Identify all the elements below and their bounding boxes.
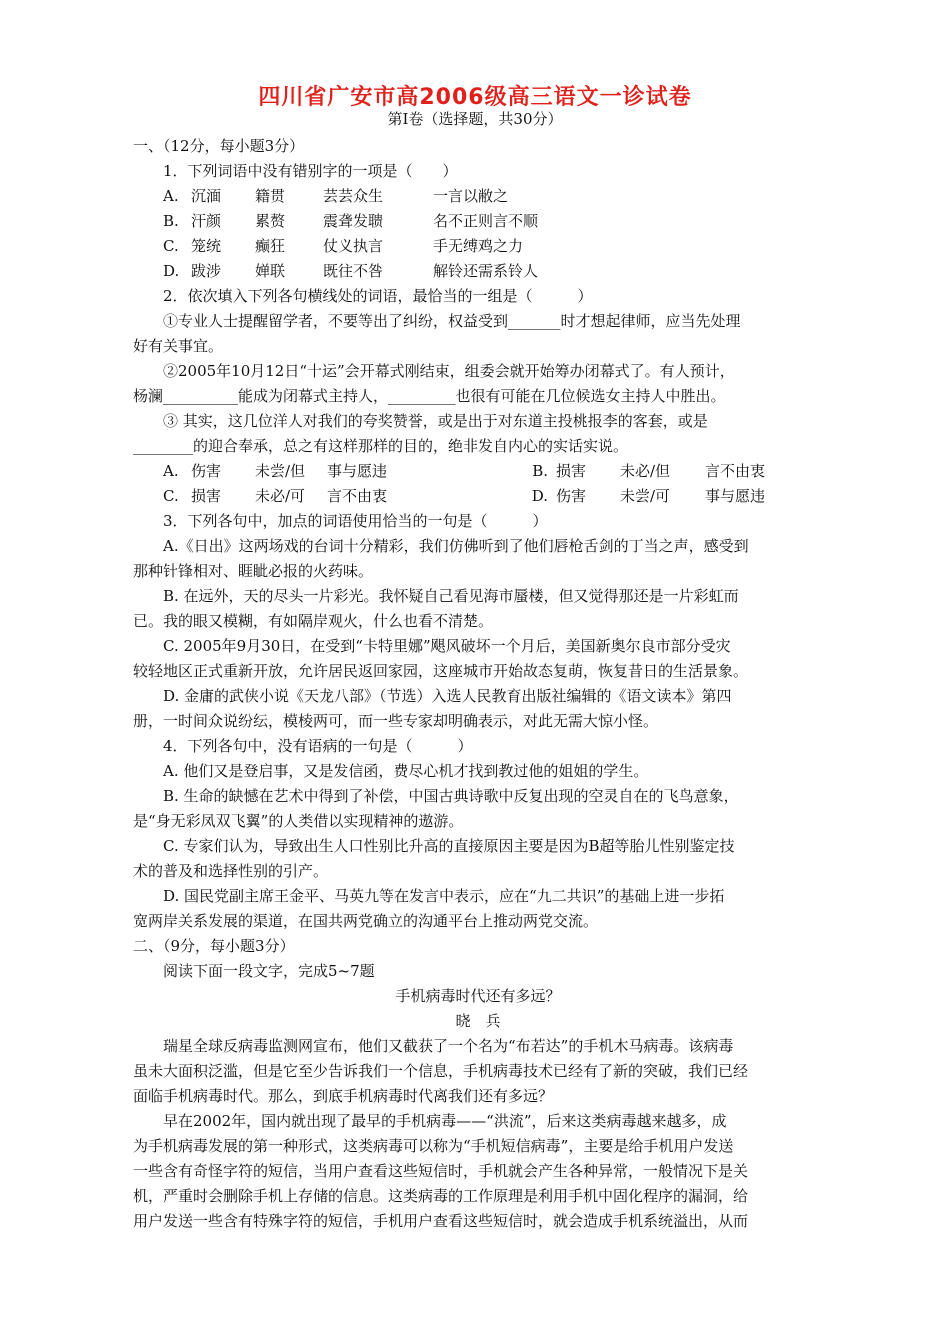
option-row: [133, 459, 823, 484]
question-stem: 3．下列各句中，加点的词语使用恰当的一句是（ ）: [163, 512, 548, 530]
sentence-line: D. 国民党副主席王金平、马英九等在发言中表示，应在“九二共识”的基础上进一步拓: [163, 887, 725, 905]
option-word: 既往不咎: [323, 262, 384, 280]
option-word: 言不由衷: [327, 487, 388, 505]
sentence-line: 宽两岸关系发展的渠道，在国共两党确立的沟通平台上推动两党交流。: [133, 912, 599, 930]
sentence-line: A. 他们又是登启事，又是发信函，费尽心机才找到教过他的姐姐的学生。: [163, 762, 649, 780]
exam-subtitle: 第Ⅰ卷（选择题，共30分）: [387, 110, 563, 128]
sentence-line: A.《日出》这两场戏的台词十分精彩，我们仿佛听到了他们唇枪舌剑的丁当之声，感受到: [163, 537, 749, 555]
option-word: 笼统: [191, 237, 222, 255]
paragraph-line: 一些含有奇怪字符的短信，当用户查看这些短信时，手机就会产生各种异常，一般情况下是关: [133, 1162, 749, 1180]
option-word: 仗义执言: [323, 237, 384, 255]
article-author: 晓 兵: [455, 1012, 501, 1030]
sentence-line: 是“身无彩凤双飞翼”的人类借以实现精神的遨游。: [133, 812, 464, 830]
paragraph-line: 用户发送一些含有特殊字符的短信，手机用户查看这些短信时，就会造成手机系统溢出，从而: [133, 1212, 749, 1230]
sentence-line: ①专业人士提醒留学者，不要等出了纠纷，权益受到_______时才想起律师，应当先处理: [163, 312, 741, 330]
sentence-line: 那种针锋相对、睚眦必报的火药味。: [133, 562, 374, 580]
option-word: 损害: [191, 487, 222, 505]
exam-content: [133, 134, 823, 1234]
option-word: 损害: [556, 462, 587, 480]
option-word: 伤害: [191, 462, 222, 480]
option-word: 芸芸众生: [323, 187, 384, 205]
option-letter: A.: [163, 187, 179, 205]
section-heading: 一、（12分，每小题3分）: [133, 137, 305, 155]
option-row: [133, 209, 823, 234]
sentence-line: B. 生命的缺憾在艺术中得到了补偿，中国古典诗歌中反复出现的空灵自在的飞鸟意象，: [163, 787, 739, 805]
option-word: 未尝/但: [255, 462, 306, 480]
paragraph-line: 早在2002年，国内就出现了最早的手机病毒——“洪流”，后来这类病毒越来越多，成: [163, 1112, 727, 1130]
option-letter: D.: [531, 487, 548, 505]
question-stem: 2．依次填入下列各句横线处的词语，最恰当的一组是（ ）: [163, 287, 593, 305]
option-word: 汗颜: [191, 212, 222, 230]
option-word: 一言以敝之: [433, 187, 509, 205]
paragraph-line: 为手机病毒发展的第一种形式，这类病毒可以称为“手机短信病毒”，主要是给手机用户发送: [133, 1137, 734, 1155]
option-word: 手无缚鸡之力: [433, 237, 524, 255]
sentence-line: B. 在远外，天的尽头一片彩光。我怀疑自己看见海市蜃楼，但又觉得那还是一片彩虹而: [163, 587, 739, 605]
option-letter: B.: [163, 212, 179, 230]
paragraph-line: 瑞星全球反病毒监测网宣布，他们又截获了一个名为“布若达”的手机木马病毒。该病毒: [163, 1037, 734, 1055]
article-title: 手机病毒时代还有多远？: [395, 987, 561, 1005]
sentence-line: 较轻地区正式重新开放，允许居民返回家园，这座城市开始故态复萌，恢复昔日的生活景象。: [133, 662, 749, 680]
option-word: 名不正则言不顺: [433, 212, 539, 230]
exam-title: 四川省广安市高2006级高三语文一诊试卷: [258, 85, 692, 110]
sentence-line: 册，一时间众说纷纭，模棱两可，而一些专家却明确表示，对此无需大惊小怪。: [133, 712, 659, 730]
option-word: 沉湎: [191, 187, 222, 205]
option-row: [133, 484, 823, 509]
paragraph-line: 机，严重时会删除手机上存储的信息。这类病毒的工作原理是利用手机中固化程序的漏洞，给: [133, 1187, 749, 1205]
option-word: 未尝/可: [620, 487, 671, 505]
option-row: [133, 234, 823, 259]
paragraph-line: 虽未大面积泛滥，但是它至少告诉我们一个信息，手机病毒技术已经有了新的突破，我们已经: [133, 1062, 749, 1080]
option-word: 伤害: [556, 487, 587, 505]
sentence-line: 术的普及和选择性别的引产。: [133, 862, 329, 880]
sentence-line: 已。我的眼又模糊，有如隔岸观火，什么也看不清楚。: [133, 612, 494, 630]
sentence-line: C. 2005年9月30日，在受到“卡特里娜”飓风破坏一个月后，美国新奥尔良市部分受灾: [163, 637, 731, 655]
option-letter: B.: [532, 462, 548, 480]
option-row: [133, 259, 823, 284]
option-letter: C.: [163, 487, 179, 505]
option-letter: D.: [163, 262, 180, 280]
sentence-line: ②2005年10月12日“十运”会开幕式刚结束，组委会就开始筹办闭幕式了。有人预计，: [163, 362, 735, 380]
option-letter: C.: [163, 237, 179, 255]
option-letter: A.: [163, 462, 179, 480]
sentence-line: ③ 其实，这几位洋人对我们的夸奖赞誉，或是出于对东道主投桃报李的客套，或是: [163, 412, 708, 430]
option-word: 未必/可: [255, 487, 306, 505]
sentence-line: ________的迎合奉承，总之有这样那样的目的，绝非发自内心的实话实说。: [133, 437, 629, 455]
option-word: 癫狂: [255, 237, 286, 255]
option-word: 籍贯: [255, 187, 286, 205]
option-row: [133, 184, 823, 209]
option-word: 累赘: [255, 212, 286, 230]
option-word: 震聋发聩: [323, 212, 384, 230]
option-word: 跋涉: [191, 262, 222, 280]
option-word: 未必/但: [620, 462, 671, 480]
paragraph-line: 面临手机病毒时代。那么，到底手机病毒时代离我们还有多远？: [133, 1087, 554, 1105]
sentence-line: C. 专家们认为，导致出生人口性别比升高的直接原因主要是因为B超等胎儿性别鉴定技: [163, 837, 735, 855]
section-heading: 二、（9分，每小题3分）: [133, 937, 295, 955]
question-stem: 1．下列词语中没有错别字的一项是（ ）: [163, 162, 458, 180]
sentence-line: D. 金庸的武侠小说《天龙八部》（节选）入选人民教育出版社编辑的《语文读本》第四: [163, 687, 732, 705]
option-word: 事与愿违: [705, 487, 766, 505]
sentence-line: 好有关事宜。: [133, 337, 224, 355]
option-word: 婵联: [255, 262, 286, 280]
sentence-line: 杨澜__________能成为闭幕式主持人，_________也很有可能在几位候选女主持人中胜出。: [133, 387, 726, 405]
reading-instruction: 阅读下面一段文字，完成5~7题: [163, 962, 375, 980]
option-word: 解铃还需系铃人: [433, 262, 539, 280]
option-word: 事与愿违: [327, 462, 388, 480]
option-word: 言不由衷: [705, 462, 766, 480]
question-stem: 4．下列各句中，没有语病的一句是（ ）: [163, 737, 473, 755]
